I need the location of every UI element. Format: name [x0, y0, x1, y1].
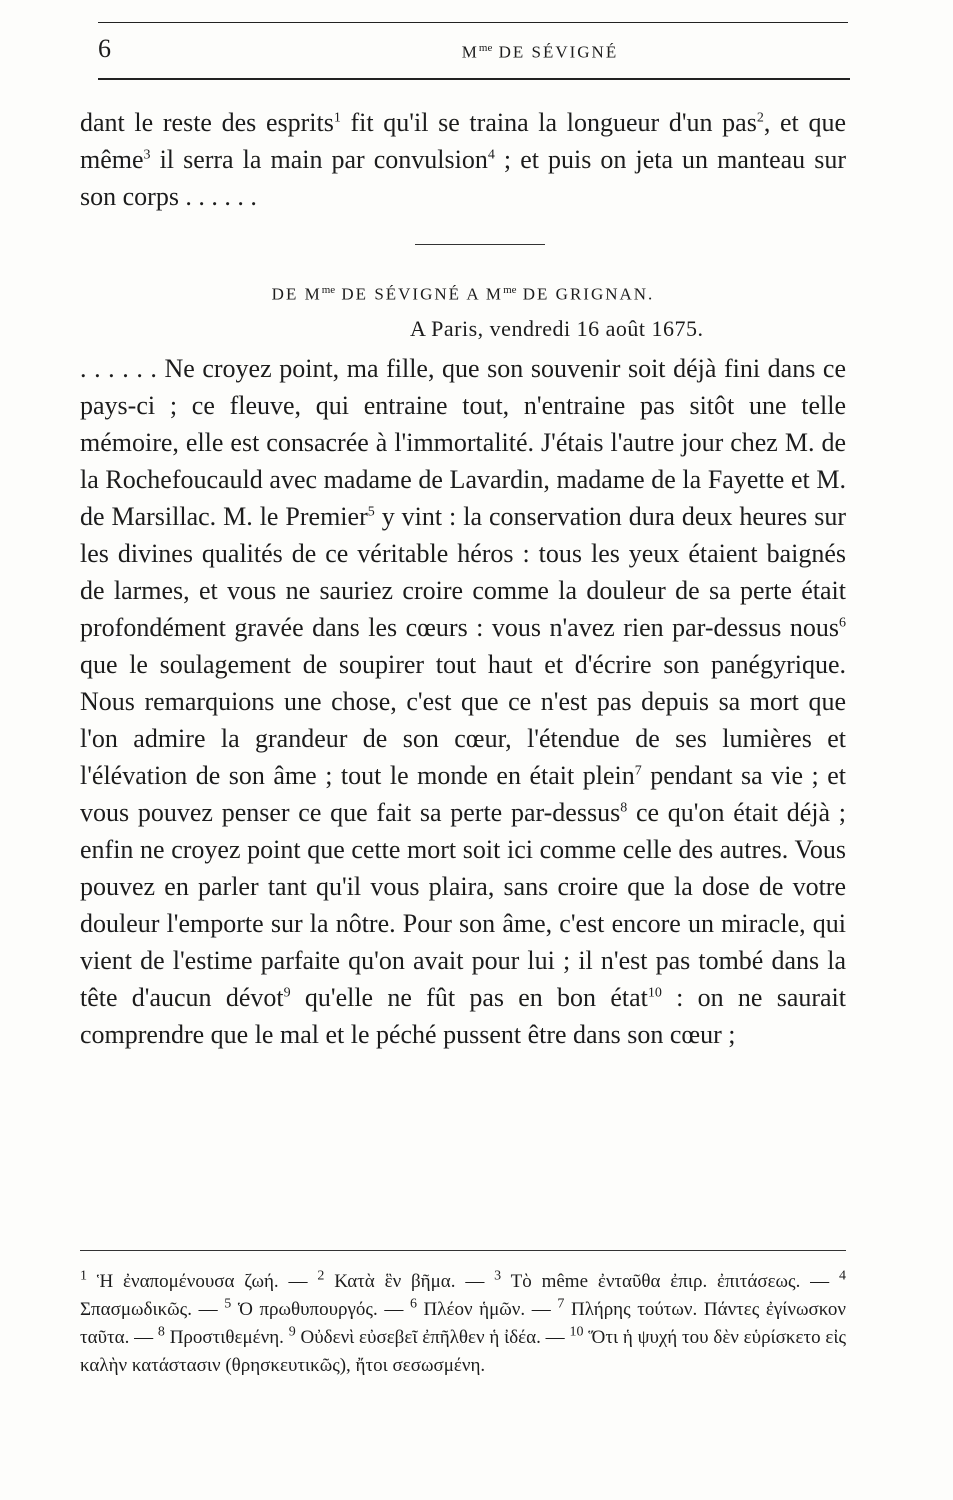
footnote-mark: 6	[839, 615, 846, 631]
footnote-run: Ὅτι ἡ ψυχή του δὲν εὑρίσκετο εἰς καλὴν κατάστασιν (θρησκευτικῶς), ἤτοι σεσωσμένη.	[80, 1327, 846, 1376]
footnote-run: Κατὰ ἓν βῆμα. —	[324, 1271, 495, 1292]
footnote-mark: 7	[634, 763, 642, 779]
footnote-mark: 8	[157, 1324, 165, 1340]
text-run: ce qu'on était déjà ; enfin ne croyez point que cette mort soit ici comme celle des autres. Vous pouvez en parler tant qu'il vous plaira, sans croire que la dose de votre douleur l'emporte sur la nôtre. Pour son âme, c'est encore un miracle, qui vient de l'estime parfaite qu'on avait pour lui ; il n'est pas tombé dans la tête d'aucun dévot	[80, 798, 847, 1012]
footnote-mark: 3	[494, 1268, 502, 1284]
running-head-sup: me	[478, 42, 493, 54]
heading-sup: me	[321, 284, 336, 296]
footnote-mark: 3	[143, 147, 151, 163]
footnote-mark: 2	[317, 1268, 325, 1284]
heading-part: DE SÉVIGNÉ A M	[335, 284, 504, 304]
footnote-mark: 8	[620, 800, 628, 816]
footnote-run: Τὸ même ἐνταῦθα ἐπιρ. ἐπιτάσεως. —	[501, 1271, 839, 1292]
paragraph-text	[80, 350, 846, 1053]
text-run: pendant sa vie ; et vous pouvez penser ce que fait sa perte par-dessus	[80, 761, 846, 827]
text-run: , et que même	[80, 108, 846, 174]
letter-dateline: A Paris, vendredi 16 août 1675.	[410, 316, 704, 341]
footnote-mark: 4	[487, 147, 495, 163]
running-head-prefix: M	[461, 42, 479, 62]
footnote-mark: 10	[647, 985, 662, 1001]
footnote-run: Ὁ πρωθυπουργός. —	[231, 1299, 410, 1320]
letter-body	[80, 350, 846, 1053]
footnote-run: Πλήρης τούτων. Πάντες ἐγίνωσκον ταῦτα. —	[80, 1299, 846, 1348]
heading-sup: me	[503, 284, 517, 296]
heading-part: DE M	[271, 284, 322, 304]
footnote-mark: 2	[756, 110, 764, 126]
text-run: ; et puis on jeta un manteau sur son corps . . . . . .	[80, 145, 846, 211]
paragraph-text	[80, 104, 846, 215]
running-head	[300, 42, 780, 63]
header-rule-bottom	[98, 78, 850, 80]
header-rule-top	[98, 22, 848, 23]
footnotes	[80, 1268, 846, 1380]
footnote-run: Οὐδενὶ εὐσεβεῖ ἐπῆλθεν ἡ ἰδέα. —	[295, 1327, 570, 1348]
footnote-rule	[80, 1250, 846, 1251]
text-run: fit qu'il se traina la longueur d'un pas	[340, 108, 757, 137]
text-run: que le soulagement de soupirer tout haut et d'écrire son panégyrique. Nous remarquions une chose, c'est que ce n'est pas depuis sa mort que l'on admire la grandeur de son cœur, l'étendue de ses lumières et l'élévation de son âme ; tout le monde en était plein	[80, 650, 846, 790]
footnote-mark: 5	[224, 1296, 232, 1312]
text-run: dant le reste des esprits	[80, 108, 334, 137]
footnote-mark: 9	[283, 985, 291, 1001]
footnote-mark: 1	[80, 1268, 87, 1284]
footnote-run: Προστιθεμένη.	[164, 1327, 289, 1348]
text-run: qu'elle ne fût pas en bon état	[290, 983, 648, 1012]
running-head-rest: DE SÉVIGNÉ	[492, 42, 619, 62]
footnote-mark: 7	[557, 1296, 565, 1312]
section-separator	[415, 244, 545, 245]
footnote-mark: 9	[288, 1324, 296, 1340]
footnote-run: Πλέον ἡμῶν. —	[416, 1299, 558, 1320]
text-run: . . . . . . Ne croyez point, ma fille, que son souvenir soit déjà fini dans ce pays-ci ; ce fleuve, qui entraine tout, n'entraine pas sitôt une telle mémoire, elle est consacrée à l'immortalité. J'étais l'autre jour chez M. de la Rochefoucauld avec madame de Lavardin, madame de la Fayette et M. de Marsillac. M. le Premier	[80, 354, 846, 531]
upper-paragraph	[80, 104, 846, 215]
page-number: 6	[98, 34, 112, 63]
footnote-run: Σπασμωδικῶς. —	[80, 1299, 225, 1320]
text-run: y vint : la conservation dura deux heures sur les divines qualités de ce véritable héros : tous les yeux étaient baignés de larmes, et vous ne sauriez croire comme la douleur de sa perte était profondément gravée dans les cœurs : vous n'avez rien par-dessus nous	[80, 502, 846, 642]
footnote-mark: 10	[569, 1324, 584, 1340]
footnote-mark: 6	[409, 1296, 417, 1312]
footnote-run: Ἡ ἐναπομένουσα ζωή. —	[87, 1271, 318, 1292]
footnote-text	[80, 1268, 846, 1380]
footnote-mark: 4	[839, 1268, 846, 1284]
letter-heading	[80, 284, 846, 305]
footnote-mark: 1	[333, 110, 341, 126]
heading-part: DE GRIGNAN.	[516, 284, 655, 304]
text-run: : on ne saurait comprendre que le mal et le péché pussent être dans son cœur ;	[80, 983, 847, 1049]
footnote-mark: 5	[367, 504, 375, 520]
text-run: il serra la main par convulsion	[150, 145, 488, 174]
